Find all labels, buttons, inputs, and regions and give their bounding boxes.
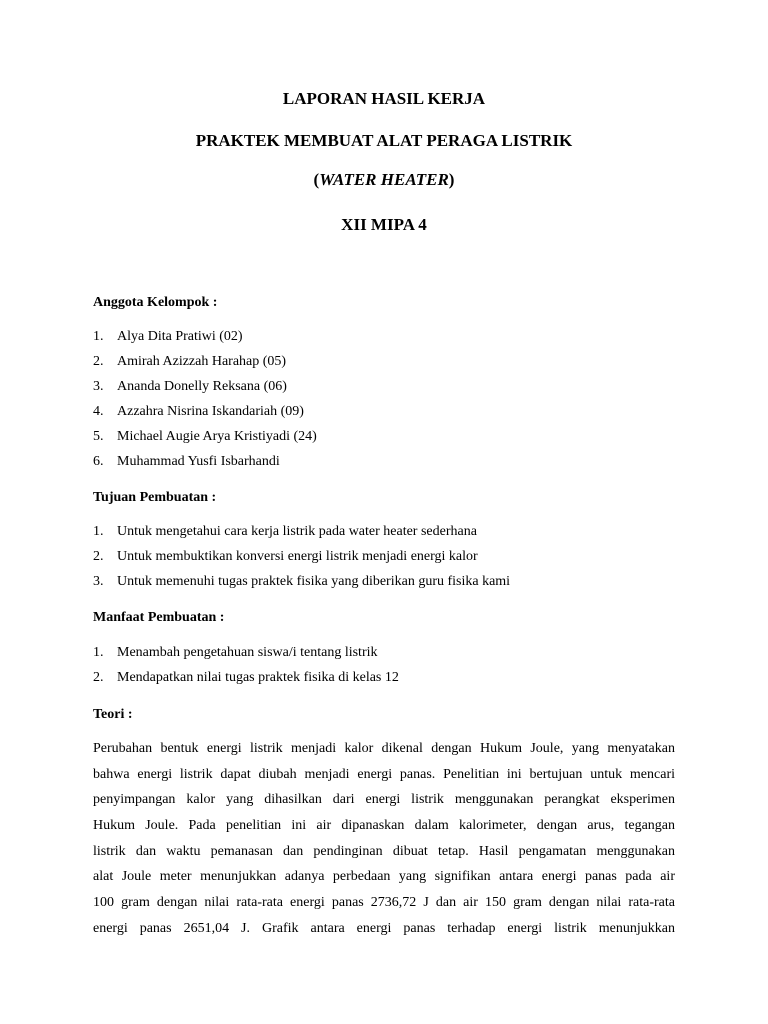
- list-item: [93, 453, 317, 478]
- topic-open-paren: (: [313, 170, 320, 189]
- list-text: Ananda Donelly Reksana (06): [117, 379, 287, 394]
- paragraph-line: penyimpangan kalor yang dihasilkan dari energi listrik menggunakan perangkat eksperimen: [93, 792, 675, 808]
- paragraph-line: Perubahan bentuk energi listrik menjadi kalor dikenal dengan Hukum Joule, yang menyatakan: [93, 741, 675, 756]
- report-topic: [0, 170, 768, 190]
- list-number: 6.: [93, 454, 104, 469]
- list-item: [93, 548, 510, 573]
- list-text: Amirah Azizzah Harahap (05): [117, 354, 287, 369]
- benefit-heading: Manfaat Pembuatan :: [93, 610, 225, 625]
- list-text: Alya Dita Pratiwi (02): [117, 329, 243, 344]
- list-item: [93, 378, 317, 403]
- report-subtitle: PRAKTEK MEMBUAT ALAT PERAGA LISTRIK: [195, 131, 573, 150]
- list-text: Azzahra Nisrina Iskandariah (09): [117, 404, 304, 419]
- benefit-list: [93, 644, 399, 694]
- paragraph-line: listrik dan waktu pemanasan dan pendinginan dibuat tetap. Hasil pengamatan menggunakan: [93, 843, 675, 859]
- list-item: [93, 644, 399, 669]
- list-item: [93, 353, 317, 378]
- members-list: [93, 328, 317, 478]
- list-number: 2.: [93, 549, 104, 564]
- theory-heading: Teori :: [93, 707, 133, 722]
- list-item: [93, 573, 510, 598]
- list-number: 1.: [93, 524, 104, 539]
- paragraph-line: alat Joule meter menunjukkan adanya perbedaan yang signifikan antara energi panas pada air: [93, 869, 675, 885]
- list-number: 3.: [93, 574, 104, 589]
- list-item: [93, 669, 399, 694]
- theory-paragraph: [93, 736, 675, 942]
- list-number: 3.: [93, 379, 104, 394]
- list-text: Untuk mengetahui cara kerja listrik pada water heater sederhana: [117, 524, 477, 539]
- list-text: Untuk membuktikan konversi energi listrik menjadi energi kalor: [117, 549, 478, 564]
- paragraph-line: bahwa energi listrik dapat diubah menjadi energi panas. Penelitian ini bertujuan untuk mencari: [93, 766, 675, 782]
- class-name: XII MIPA 4: [341, 215, 427, 234]
- paragraph-line: Hukum Joule. Pada penelitian ini air dipanaskan dalam kalorimeter, dengan arus, tegangan: [93, 818, 675, 834]
- list-text: Mendapatkan nilai tugas praktek fisika di kelas 12: [117, 670, 399, 685]
- list-item: [93, 428, 317, 453]
- list-text: Menambah pengetahuan siswa/i tentang listrik: [117, 645, 378, 660]
- members-heading: Anggota Kelompok :: [93, 295, 218, 310]
- list-item: [93, 403, 317, 428]
- report-title: LAPORAN HASIL KERJA: [282, 89, 486, 108]
- list-number: 4.: [93, 404, 104, 419]
- topic-name: WATER HEATER: [319, 170, 449, 189]
- list-number: 2.: [93, 670, 104, 685]
- paragraph-line: energi panas 2651,04 J. Grafik antara energi panas terhadap energi listrik menunjukkan: [93, 920, 675, 936]
- topic-close-paren: ): [448, 170, 455, 189]
- list-text: Michael Augie Arya Kristiyadi (24): [117, 429, 317, 444]
- purpose-list: [93, 523, 510, 598]
- list-number: 5.: [93, 429, 104, 444]
- list-number: 2.: [93, 354, 104, 369]
- purpose-heading: Tujuan Pembuatan :: [93, 490, 217, 505]
- list-text: Muhammad Yusfi Isbarhandi: [117, 454, 280, 469]
- list-number: 1.: [93, 645, 104, 660]
- list-text: Untuk memenuhi tugas praktek fisika yang diberikan guru fisika kami: [117, 574, 511, 589]
- list-number: 1.: [93, 329, 104, 344]
- paragraph-line: 100 gram dengan nilai rata-rata energi panas 2736,72 J dan air 150 gram dengan nilai rata-rata: [93, 895, 675, 911]
- list-item: [93, 328, 317, 353]
- list-item: [93, 523, 510, 548]
